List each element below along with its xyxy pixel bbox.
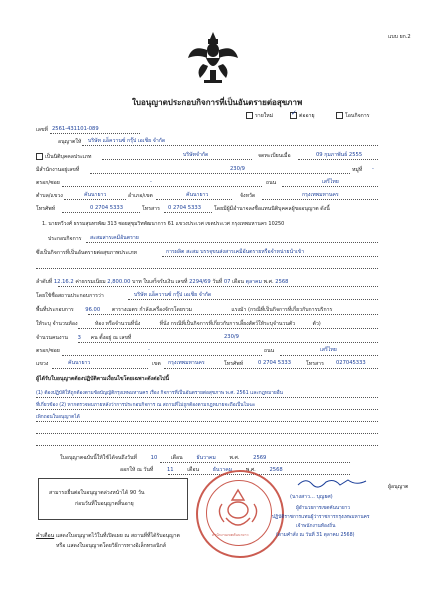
signer-position-2: ปฏิบัติราชการแทนผู้ว่าราชการกรุงเทพมหานคร xyxy=(272,515,370,520)
site-sub-label: แขวง xyxy=(36,361,49,367)
receipt-month: ตุลาคม xyxy=(245,279,262,285)
phone-value: 0 2704 5333 xyxy=(90,205,124,211)
office-no: 230/9 xyxy=(230,166,245,172)
rooms-label: ให้ระบุ จำนวนห้อง xyxy=(36,321,78,327)
province-value: กรุงเทพมหานคร xyxy=(302,192,339,198)
expire-row xyxy=(60,455,278,462)
district-value: คันนายาว xyxy=(186,192,209,198)
moo-value: - xyxy=(372,166,374,172)
condition-1b: ที่เกี่ยวข้อง (2) หากตรวจพบภายหลังว่าการประกอบกิจการ ณ สถานที่ไม่ถูกต้องตามกฎหมายจะถือเป็นโมฆะ xyxy=(36,403,256,408)
alley-value: - xyxy=(150,179,152,185)
province-label: จังหวัด xyxy=(240,193,256,199)
renew-notice-box xyxy=(38,478,188,520)
checkbox-new xyxy=(246,112,273,120)
reg-date: 09 กุมภาพันธ์ 2555 xyxy=(316,152,363,158)
moo-label: หมู่ที่ xyxy=(352,167,363,173)
signature-icon xyxy=(296,474,376,488)
site-phone-label: โทรศัพท์ xyxy=(224,361,244,367)
fee-unit: บาท ใบเสร็จรับเงิน xyxy=(132,279,174,285)
expire-year: 2569 xyxy=(253,455,267,461)
permit-no-label: เลขที่ xyxy=(36,127,48,133)
area-label: พื้นที่ประกอบการ xyxy=(36,307,74,313)
reg-date-label: จดทะเบียนเมื่อ xyxy=(258,153,291,159)
receipt-day-label: วันที่ xyxy=(212,279,223,285)
area-row xyxy=(36,307,332,314)
licensee-label: อนุญาตให้ xyxy=(58,139,82,145)
signer-position-1: ผู้อำนวยการเขตคันนายาว xyxy=(296,506,351,511)
order-label: ลำดับที่ xyxy=(36,279,53,285)
checkbox-renew-label: ต่ออายุ xyxy=(299,113,315,119)
rooms-end: ตัว) xyxy=(312,321,321,327)
checkbox-new-label: รายใหม่ xyxy=(255,113,274,119)
issue-day: 11 xyxy=(166,467,174,473)
signer-position-4: (ตามคำสั่ง ณ วันที่ 31 ตุลาคม 2568) xyxy=(276,533,355,538)
subdistrict-value: คันนายาว xyxy=(84,192,107,198)
expire-month-label: เดือน xyxy=(170,455,183,461)
signer-position-3: เจ้าพนักงานท้องถิ่น xyxy=(296,524,336,529)
workers-value: 3 xyxy=(77,335,81,341)
road-value: เสรีไทย xyxy=(322,179,339,185)
issue-month: ธันวาคม xyxy=(212,467,233,473)
receipt-year: 2568 xyxy=(275,279,289,285)
workers-unit: คน ตั้งอยู่ ณ เลขที่ xyxy=(90,335,132,341)
checkbox-new-box xyxy=(246,112,253,119)
site-district-label: เขต xyxy=(152,361,161,367)
entity-type-row xyxy=(36,153,91,161)
site-fax-value: 027045333 xyxy=(336,360,366,366)
expire-day: 10 xyxy=(150,455,158,461)
operator-value: บริษัท แอ็ควานซ์ กรุ๊ป เอเชีย จำกัด xyxy=(134,292,212,298)
footer-warning xyxy=(36,533,180,540)
fee-label: ค่าธรรมเนียม xyxy=(75,279,106,285)
agent-text: โดยมีผู้มีอำนาจลงชื่อแทนนิติบุคคลผู้ขออนุญาต ดังนี้ xyxy=(214,206,330,212)
issue-label: ออกให้ ณ วันที่ xyxy=(120,467,154,473)
seal-emblem-icon xyxy=(196,470,280,554)
form-code: แบบ ยก.2 xyxy=(388,34,411,40)
operator-label: โดยใช้ชื่อสถานประกอบการว่า xyxy=(36,293,104,299)
site-alley-label: ตรอก/ซอย xyxy=(36,348,60,354)
site-road-value: เสรีไทย xyxy=(320,347,337,353)
checkbox-move-box xyxy=(336,112,343,119)
site-sub-value: คันนายาว xyxy=(68,360,91,366)
rooms-mid: ห้อง หรือจำนวนที่นั่ง xyxy=(94,321,141,327)
document-title: ใบอนุญาตประกอบกิจการที่เป็นอันตรายต่อสุขภาพ xyxy=(132,98,303,107)
agent-entry: 1. นายทวีวงศ์ ธรรมสุนทรพัฒ 313 ซอยสุขุมวิทพัฒนาการ 61 แขวงประเวศ เขตประเวศ กรุงเทพมหานคร 10250 xyxy=(42,221,285,227)
conditions-label: ผู้ได้รับใบอนุญาตต้องปฏิบัติตามเงื่อนไขโดยเฉพาะดังต่อไปนี้ xyxy=(36,376,170,382)
business-label: ประกอบกิจการ xyxy=(48,236,82,242)
checkbox-renew-box xyxy=(290,109,297,119)
expire-label: ใบอนุญาตฉบับนี้ให้ใช้ได้จนถึงวันที่ xyxy=(60,455,137,461)
office-label: มีสำนักงานอยู่เลขที่ xyxy=(36,167,80,173)
rooms-row xyxy=(36,321,321,328)
signer-name: (นางสาว... บุญยศ) xyxy=(290,494,333,500)
rooms-tail: ที่นั่ง กรณีที่เป็นกิจการที่เกี่ยวกับการเลี้ยงสัตว์ให้ระบุจำนวนตัว xyxy=(159,321,296,327)
expire-month: ธันวาคม xyxy=(196,455,216,461)
business-desc-label: ซึ่งเป็นกิจการที่เป็นอันตรายต่อสุขภาพประเภท xyxy=(36,250,137,256)
issue-month-label: เดือน xyxy=(187,467,200,473)
fax-label: โทรสาร xyxy=(142,206,160,212)
renew-notice-line1: สามารถยื่นต่อใบอนุญาตล่วงหน้าได้ 90 วัน xyxy=(49,490,145,496)
condition-1c: เพิกถอนใบอนุญาตได้ xyxy=(36,415,80,420)
entity-type-label: เป็นนิติบุคคลประเภท xyxy=(45,154,92,160)
subdistrict-label: ตำบล/แขวง xyxy=(36,193,63,199)
phone-label: โทรศัพท์ xyxy=(36,206,56,212)
garuda-emblem-icon xyxy=(186,30,240,86)
site-fax-label: โทรสาร xyxy=(306,361,324,367)
district-label: อำเภอ/เขต xyxy=(128,193,153,199)
site-road-label: ถนน xyxy=(264,348,275,354)
stamp-text: สำนักงานเขตคันนายาว xyxy=(212,533,249,537)
order-no: 12.16.2 xyxy=(53,279,74,285)
signer-tail: ผู้อนุญาต xyxy=(388,484,409,490)
workers-row xyxy=(36,335,131,342)
condition-1: (1) ต้องปฏิบัติให้ถูกต้องตามข้อบัญญัติกรุงเทพมหานคร เรื่อง กิจการที่เป็นอันตรายต่อสุขภาพ พ.ศ. 2561 และกฎหมายอื่น xyxy=(36,391,283,396)
permit-no: 2561-431101-089 xyxy=(52,126,99,132)
issue-year-label: พ.ศ. xyxy=(245,467,256,473)
hp-text: แรงม้า (กรณีที่เป็นกิจการที่เกี่ยวกับการบริการ xyxy=(231,307,333,313)
entity-checkbox xyxy=(36,153,43,160)
receipt-month-label: เดือน xyxy=(232,279,244,285)
receipt-day: 07 xyxy=(223,279,231,285)
footer-line-2: หรือ แสดงใบอนุญาตโดยวิธีการทางอิเล็กทรอนิกส์ xyxy=(56,543,166,549)
footer-warning-label: คำเตือน xyxy=(36,533,55,539)
area-value: 96.00 xyxy=(85,307,101,313)
fax-value: 0 2704 5333 xyxy=(168,205,202,211)
issue-year: 2568 xyxy=(269,467,283,473)
expire-year-label: พ.ศ. xyxy=(229,455,240,461)
footer-line-1: แสดงใบอนุญาตไว้ในที่เปิดเผย ณ สถานที่ที่ได้รับอนุญาต xyxy=(55,533,180,539)
renew-notice-line2: ก่อนวันที่ใบอนุญาตสิ้นอายุ xyxy=(75,501,134,507)
receipt-year-label: พ.ศ. xyxy=(263,279,274,285)
fee-value: 2,800.00 xyxy=(107,279,131,285)
receipt-label: เลขที่ xyxy=(175,279,188,285)
checkbox-move-label: โอนกิจการ xyxy=(345,113,370,119)
area-text: ตารางเมตร กำลังเครื่องจักรโดยรวม xyxy=(111,307,193,313)
receipt-no: 2294/69 xyxy=(189,279,211,285)
business-desc: การผลิต สะสม บรรจุขนส่งสารเคมีอันตรายหรือจำหน่ายนำเข้า xyxy=(166,249,305,255)
road-label: ถนน xyxy=(266,180,277,186)
site-no: 230/9 xyxy=(224,334,239,340)
checkbox-move xyxy=(336,112,369,120)
fee-row xyxy=(36,279,288,286)
alley-label: ตรอก/ซอย xyxy=(36,180,60,186)
official-seal-stamp xyxy=(196,470,284,558)
site-alley-value: - xyxy=(148,347,150,353)
workers-label: จำนวนคนงาน xyxy=(36,335,68,341)
entity-type: บริษัทจำกัด xyxy=(183,152,209,158)
site-district-value: กรุงเทพมหานคร xyxy=(168,360,205,366)
checkbox-renew xyxy=(290,109,315,120)
licensee-name: บริษัท แอ็ควานซ์ กรุ๊ป เอเชีย จำกัด xyxy=(88,138,166,144)
business-value: สะสมสารเคมีอันตราย xyxy=(90,235,139,241)
check-mark-icon: ✓ xyxy=(291,109,297,117)
site-phone-value: 0 2704 5333 xyxy=(258,360,292,366)
